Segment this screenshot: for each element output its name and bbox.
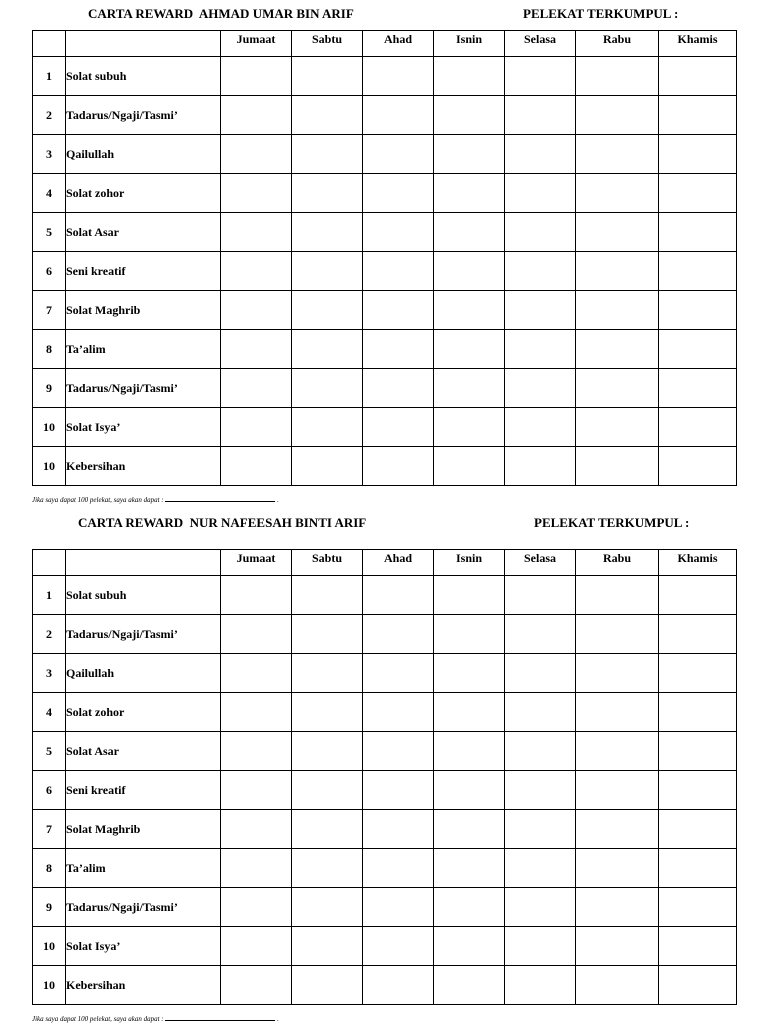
sticker-cell[interactable] <box>292 174 363 213</box>
sticker-cell[interactable] <box>363 927 434 966</box>
reward-chart-table <box>32 30 737 486</box>
header-day: Sabtu <box>292 550 363 576</box>
sticker-cell[interactable] <box>505 369 576 408</box>
sticker-cell[interactable] <box>505 888 576 927</box>
sticker-cell[interactable] <box>434 213 505 252</box>
sticker-cell[interactable] <box>292 447 363 486</box>
row-number: 4 <box>33 693 66 732</box>
sticker-cell[interactable] <box>363 330 434 369</box>
footnote-text: Jika saya dapat 100 pelekat, saya akan dapat : <box>32 1015 164 1023</box>
row-number: 10 <box>33 966 66 1005</box>
sticker-cell[interactable] <box>576 615 659 654</box>
row-number: 10 <box>33 927 66 966</box>
activity-label: Tadarus/Ngaji/Tasmi’ <box>66 888 221 927</box>
sticker-cell[interactable] <box>221 693 292 732</box>
sticker-cell[interactable] <box>505 849 576 888</box>
header-no <box>33 31 66 57</box>
sticker-cell[interactable] <box>292 693 363 732</box>
table-row <box>33 330 737 369</box>
header-row <box>33 31 737 57</box>
sticker-cell[interactable] <box>576 252 659 291</box>
sticker-cell[interactable] <box>434 927 505 966</box>
sticker-cell[interactable] <box>292 96 363 135</box>
header-day: Rabu <box>576 31 659 57</box>
sticker-cell[interactable] <box>659 888 737 927</box>
activity-label: Solat Isya’ <box>66 927 221 966</box>
sticker-cell[interactable] <box>292 369 363 408</box>
sticker-cell[interactable] <box>363 576 434 615</box>
row-number: 5 <box>33 732 66 771</box>
sticker-cell[interactable] <box>434 849 505 888</box>
sticker-cell[interactable] <box>221 888 292 927</box>
row-number: 8 <box>33 330 66 369</box>
activity-label: Tadarus/Ngaji/Tasmi’ <box>66 369 221 408</box>
sticker-cell[interactable] <box>363 888 434 927</box>
sticker-cell[interactable] <box>221 810 292 849</box>
chart-title: CARTA REWARD NUR NAFEESAH BINTI ARIF <box>78 515 367 530</box>
sticker-cell[interactable] <box>505 252 576 291</box>
row-number: 8 <box>33 849 66 888</box>
footnote: Jika saya dapat 100 pelekat, saya akan dapat : . <box>32 1015 279 1023</box>
sticker-cell[interactable] <box>576 732 659 771</box>
sticker-cell[interactable] <box>434 576 505 615</box>
sticker-cell[interactable] <box>292 732 363 771</box>
sticker-cell[interactable] <box>292 849 363 888</box>
sticker-cell[interactable] <box>434 447 505 486</box>
sticker-cell[interactable] <box>505 732 576 771</box>
sticker-cell[interactable] <box>221 369 292 408</box>
row-number: 5 <box>33 213 66 252</box>
sticker-cell[interactable] <box>292 408 363 447</box>
header-day: Jumaat <box>221 31 292 57</box>
sticker-cell[interactable] <box>363 693 434 732</box>
table-row <box>33 849 737 888</box>
header-row <box>33 550 737 576</box>
sticker-cell[interactable] <box>505 213 576 252</box>
sticker-cell[interactable] <box>576 849 659 888</box>
sticker-cell[interactable] <box>221 615 292 654</box>
sticker-cell[interactable] <box>434 408 505 447</box>
sticker-cell[interactable] <box>434 369 505 408</box>
table-row <box>33 57 737 96</box>
sticker-cell[interactable] <box>576 693 659 732</box>
activity-label: Solat Isya’ <box>66 408 221 447</box>
activity-label: Solat Maghrib <box>66 291 221 330</box>
sticker-cell[interactable] <box>505 576 576 615</box>
sticker-cell[interactable] <box>505 408 576 447</box>
sticker-cell[interactable] <box>363 615 434 654</box>
sticker-cell[interactable] <box>434 732 505 771</box>
sticker-cell[interactable] <box>221 135 292 174</box>
sticker-cell[interactable] <box>505 57 576 96</box>
table-row <box>33 888 737 927</box>
sticker-cell[interactable] <box>659 810 737 849</box>
sticker-cell[interactable] <box>659 291 737 330</box>
row-number: 3 <box>33 135 66 174</box>
header-activity <box>66 550 221 576</box>
sticker-cell[interactable] <box>659 576 737 615</box>
sticker-cell[interactable] <box>576 654 659 693</box>
sticker-cell[interactable] <box>576 174 659 213</box>
sticker-cell[interactable] <box>363 57 434 96</box>
reward-chart-table <box>32 549 737 1005</box>
table-row <box>33 615 737 654</box>
activity-label: Solat Asar <box>66 213 221 252</box>
header-day: Ahad <box>363 550 434 576</box>
sticker-cell[interactable] <box>576 966 659 1005</box>
sticker-cell[interactable] <box>505 135 576 174</box>
sticker-cell[interactable] <box>434 693 505 732</box>
sticker-cell[interactable] <box>221 654 292 693</box>
sticker-cell[interactable] <box>505 174 576 213</box>
sticker-cell[interactable] <box>576 330 659 369</box>
row-number: 2 <box>33 615 66 654</box>
reward-blank-line <box>165 1014 275 1021</box>
table-row <box>33 96 737 135</box>
sticker-cell[interactable] <box>576 447 659 486</box>
sticker-cell[interactable] <box>363 135 434 174</box>
activity-label: Qailullah <box>66 654 221 693</box>
footnote: Jika saya dapat 100 pelekat, saya akan dapat : . <box>32 496 279 504</box>
table-row <box>33 252 737 291</box>
row-number: 1 <box>33 576 66 615</box>
table-row <box>33 174 737 213</box>
sticker-cell[interactable] <box>505 615 576 654</box>
activity-label: Solat subuh <box>66 576 221 615</box>
row-number: 6 <box>33 771 66 810</box>
sticker-cell[interactable] <box>659 732 737 771</box>
sticker-cell[interactable] <box>434 174 505 213</box>
sticker-cell[interactable] <box>221 174 292 213</box>
header-day: Khamis <box>659 31 737 57</box>
sticker-cell[interactable] <box>363 810 434 849</box>
sticker-cell[interactable] <box>292 615 363 654</box>
sticker-cell[interactable] <box>576 135 659 174</box>
sticker-cell[interactable] <box>363 849 434 888</box>
sticker-cell[interactable] <box>292 654 363 693</box>
activity-label: Kebersihan <box>66 966 221 1005</box>
sticker-cell[interactable] <box>363 174 434 213</box>
sticker-cell[interactable] <box>576 810 659 849</box>
sticker-cell[interactable] <box>221 408 292 447</box>
sticker-cell[interactable] <box>434 615 505 654</box>
sticker-cell[interactable] <box>434 810 505 849</box>
sticker-cell[interactable] <box>505 810 576 849</box>
table-row <box>33 732 737 771</box>
header-day: Ahad <box>363 31 434 57</box>
header-day: Sabtu <box>292 31 363 57</box>
sticker-cell[interactable] <box>434 135 505 174</box>
sticker-cell[interactable] <box>434 330 505 369</box>
row-number: 6 <box>33 252 66 291</box>
sticker-cell[interactable] <box>659 57 737 96</box>
table-row <box>33 771 737 810</box>
sticker-cell[interactable] <box>292 966 363 1005</box>
sticker-cell[interactable] <box>221 732 292 771</box>
sticker-cell[interactable] <box>434 966 505 1005</box>
sticker-cell[interactable] <box>292 330 363 369</box>
sticker-cell[interactable] <box>659 927 737 966</box>
sticker-cell[interactable] <box>659 174 737 213</box>
sticker-cell[interactable] <box>221 252 292 291</box>
activity-label: Solat Maghrib <box>66 810 221 849</box>
row-number: 4 <box>33 174 66 213</box>
sticker-cell[interactable] <box>292 291 363 330</box>
header-day: Khamis <box>659 550 737 576</box>
sticker-cell[interactable] <box>221 576 292 615</box>
activity-label: Seni kreatif <box>66 252 221 291</box>
table-row <box>33 966 737 1005</box>
sticker-cell[interactable] <box>576 369 659 408</box>
sticker-cell[interactable] <box>363 771 434 810</box>
sticker-cell[interactable] <box>221 330 292 369</box>
activity-label: Tadarus/Ngaji/Tasmi’ <box>66 615 221 654</box>
table-row <box>33 447 737 486</box>
sticker-cell[interactable] <box>505 330 576 369</box>
sticker-cell[interactable] <box>505 927 576 966</box>
sticker-cell[interactable] <box>659 615 737 654</box>
activity-label: Qailullah <box>66 135 221 174</box>
table-row <box>33 576 737 615</box>
header-day: Jumaat <box>221 550 292 576</box>
sticker-cell[interactable] <box>363 213 434 252</box>
sticker-cell[interactable] <box>505 966 576 1005</box>
activity-label: Kebersihan <box>66 447 221 486</box>
header-day: Rabu <box>576 550 659 576</box>
row-number: 10 <box>33 408 66 447</box>
sticker-cell[interactable] <box>292 135 363 174</box>
sticker-cell[interactable] <box>363 654 434 693</box>
sticker-cell[interactable] <box>659 447 737 486</box>
activity-label: Ta’alim <box>66 330 221 369</box>
sticker-cell[interactable] <box>659 330 737 369</box>
sticker-cell[interactable] <box>221 57 292 96</box>
sticker-cell[interactable] <box>434 96 505 135</box>
reward-blank-line <box>165 495 275 502</box>
sticker-cell[interactable] <box>659 771 737 810</box>
sticker-cell[interactable] <box>363 252 434 291</box>
table-row <box>33 693 737 732</box>
row-number: 3 <box>33 654 66 693</box>
sticker-cell[interactable] <box>576 771 659 810</box>
sticker-cell[interactable] <box>659 849 737 888</box>
sticker-cell[interactable] <box>363 369 434 408</box>
sticker-cell[interactable] <box>292 927 363 966</box>
sticker-cell[interactable] <box>434 57 505 96</box>
table-row <box>33 369 737 408</box>
sticker-cell[interactable] <box>659 966 737 1005</box>
sticker-cell[interactable] <box>292 810 363 849</box>
header-activity <box>66 31 221 57</box>
row-number: 9 <box>33 888 66 927</box>
sticker-cell[interactable] <box>576 291 659 330</box>
sticker-cell[interactable] <box>659 654 737 693</box>
row-number: 1 <box>33 57 66 96</box>
sticker-cell[interactable] <box>659 408 737 447</box>
sticker-cell[interactable] <box>221 771 292 810</box>
sticker-cell[interactable] <box>659 135 737 174</box>
activity-label: Tadarus/Ngaji/Tasmi’ <box>66 96 221 135</box>
sticker-cell[interactable] <box>659 96 737 135</box>
sticker-cell[interactable] <box>434 771 505 810</box>
sticker-cell[interactable] <box>659 369 737 408</box>
sticker-cell[interactable] <box>292 771 363 810</box>
sticker-cell[interactable] <box>221 213 292 252</box>
row-number: 7 <box>33 291 66 330</box>
sticker-cell[interactable] <box>221 447 292 486</box>
sticker-cell[interactable] <box>576 96 659 135</box>
sticker-cell[interactable] <box>505 693 576 732</box>
sticker-cell[interactable] <box>292 57 363 96</box>
sticker-cell[interactable] <box>505 291 576 330</box>
sticker-cell[interactable] <box>659 252 737 291</box>
sticker-cell[interactable] <box>221 927 292 966</box>
table-row <box>33 213 737 252</box>
row-number: 10 <box>33 447 66 486</box>
sticker-cell[interactable] <box>659 213 737 252</box>
pelekat-terkumpul-label: PELEKAT TERKUMPUL : <box>523 6 679 21</box>
sticker-cell[interactable] <box>363 291 434 330</box>
table-row <box>33 135 737 174</box>
sticker-cell[interactable] <box>221 291 292 330</box>
activity-label: Seni kreatif <box>66 771 221 810</box>
chart-1-header <box>0 6 768 26</box>
sticker-cell[interactable] <box>434 252 505 291</box>
header-day: Isnin <box>434 550 505 576</box>
sticker-cell[interactable] <box>363 96 434 135</box>
sticker-cell[interactable] <box>576 576 659 615</box>
sticker-cell[interactable] <box>505 771 576 810</box>
sticker-cell[interactable] <box>292 576 363 615</box>
sticker-cell[interactable] <box>221 849 292 888</box>
sticker-cell[interactable] <box>505 654 576 693</box>
chart-title: CARTA REWARD AHMAD UMAR BIN ARIF <box>88 6 354 21</box>
sticker-cell[interactable] <box>576 927 659 966</box>
header-day: Isnin <box>434 31 505 57</box>
sticker-cell[interactable] <box>576 408 659 447</box>
sticker-cell[interactable] <box>434 291 505 330</box>
sticker-cell[interactable] <box>576 213 659 252</box>
header-day: Selasa <box>505 31 576 57</box>
sticker-cell[interactable] <box>221 966 292 1005</box>
sticker-cell[interactable] <box>292 252 363 291</box>
footnote-text: Jika saya dapat 100 pelekat, saya akan dapat : <box>32 496 164 504</box>
row-number: 9 <box>33 369 66 408</box>
table-row <box>33 927 737 966</box>
activity-label: Solat subuh <box>66 57 221 96</box>
row-number: 2 <box>33 96 66 135</box>
table-row <box>33 810 737 849</box>
sticker-cell[interactable] <box>576 888 659 927</box>
table-row <box>33 654 737 693</box>
sticker-cell[interactable] <box>505 96 576 135</box>
sticker-cell[interactable] <box>292 213 363 252</box>
header-day: Selasa <box>505 550 576 576</box>
sticker-cell[interactable] <box>576 57 659 96</box>
sticker-cell[interactable] <box>292 888 363 927</box>
sticker-cell[interactable] <box>363 966 434 1005</box>
sticker-cell[interactable] <box>363 408 434 447</box>
sticker-cell[interactable] <box>434 654 505 693</box>
sticker-cell[interactable] <box>221 96 292 135</box>
table-row <box>33 291 737 330</box>
header-no <box>33 550 66 576</box>
pelekat-terkumpul-label: PELEKAT TERKUMPUL : <box>534 515 690 530</box>
row-number: 7 <box>33 810 66 849</box>
sticker-cell[interactable] <box>659 693 737 732</box>
sticker-cell[interactable] <box>363 447 434 486</box>
chart-2-header <box>0 515 768 535</box>
activity-label: Ta’alim <box>66 849 221 888</box>
sticker-cell[interactable] <box>505 447 576 486</box>
table-row <box>33 408 737 447</box>
sticker-cell[interactable] <box>363 732 434 771</box>
sticker-cell[interactable] <box>434 888 505 927</box>
activity-label: Solat Asar <box>66 732 221 771</box>
activity-label: Solat zohor <box>66 693 221 732</box>
activity-label: Solat zohor <box>66 174 221 213</box>
